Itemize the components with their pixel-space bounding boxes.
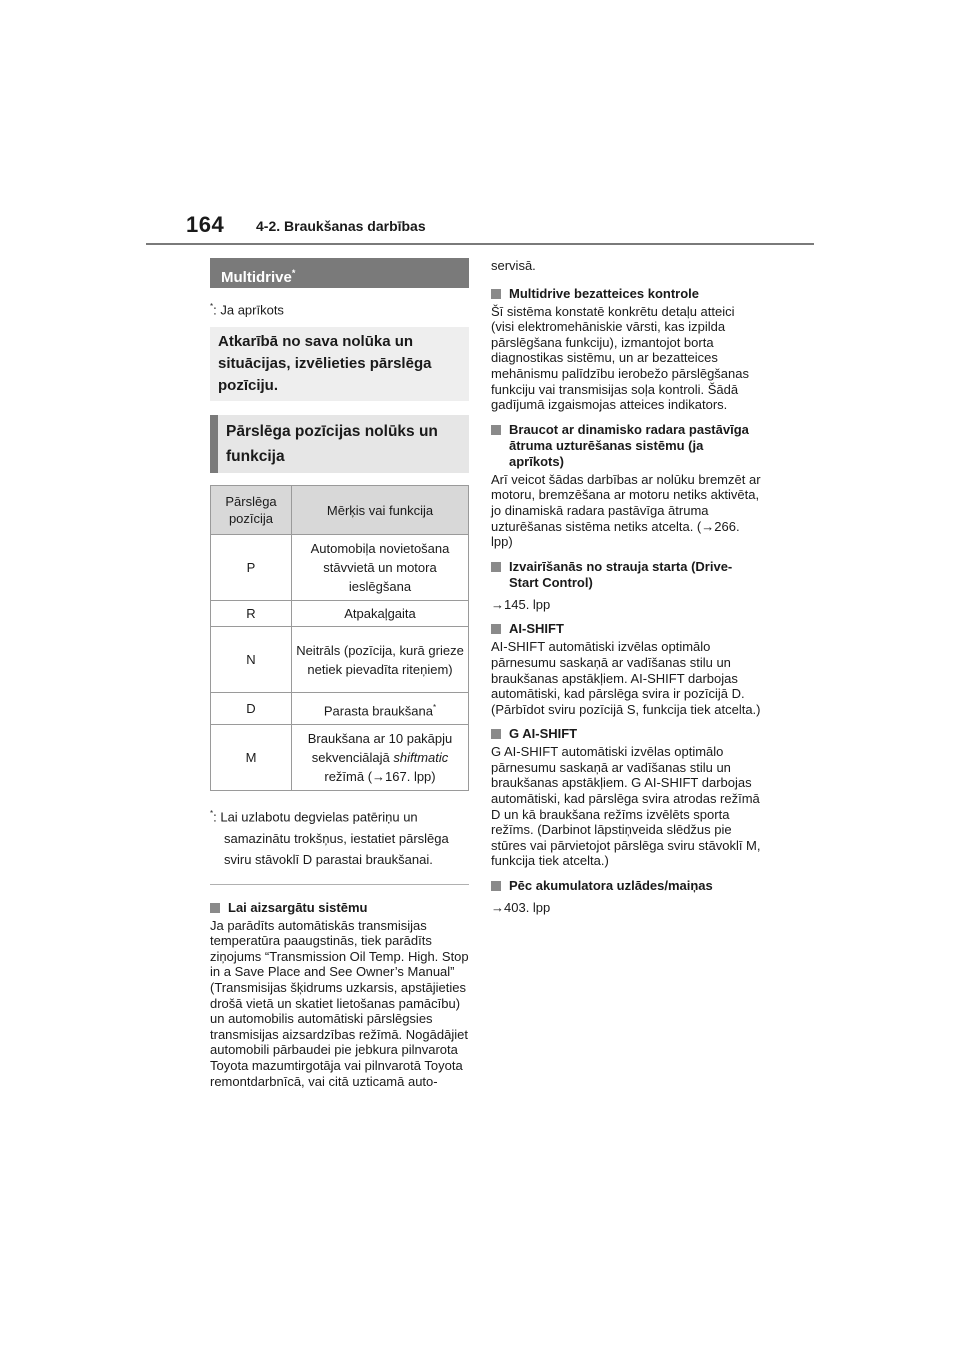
table-header-row (211, 486, 469, 535)
footnote-text: : Ja aprīkots (213, 302, 284, 318)
table-cell-position: P (211, 535, 292, 601)
availability-footnote (210, 302, 469, 317)
info-block-title: Izvairīšanās no strauja starta (Drive-Start Control) (491, 559, 761, 591)
info-block-text: →403. lpp (491, 900, 551, 916)
info-block-text: →145. lpp (491, 596, 551, 612)
function-footnote-mark: * (433, 702, 437, 712)
info-block-text: Šī sistēma konstatē konkrētu detaļu atteici (visi elektromehāniskie vārsti, kas izpilda pārslēgšana funkciju), izmantojot borta diagnostikas sistēmu, un ar bezatteices mehānismu palīdzību ierobežo pārslēgšanas funkciju vai transmisijas soļa kontroli. Šādā gadījumā izgaismojas atteices indikators. (491, 303, 749, 413)
table-cell-position: D (211, 693, 292, 725)
info-block (210, 884, 469, 1090)
square-bullet-icon (491, 562, 501, 572)
table-cell-position: N (211, 627, 292, 693)
table-row (211, 725, 469, 791)
info-block-title: Multidrive bezatteices kontrole (491, 286, 761, 302)
info-block-text: G AI-SHIFT automātiski izvēlas optimālo pārnesumu saskaņā ar vadīšanas stilu un braukšanas apstākļiem. G AI-SHIFT darbojas automātiski, kad pārslēga svira atrodas režīmā D un kā braukšana režīms izvēlēts sporta režīms. (Darbinot lāpstiņveida slēdžus pie stūres vai pārvietojot pārslēga sviru stāvoklī M, funkcija tiek atcelta.) (491, 744, 761, 869)
table-cell-function: Neitrāls (pozīcija, kurā grieze netiek pievadīta riteņiem) (292, 627, 469, 693)
info-block (491, 726, 761, 869)
banner-title: Multidrive (221, 269, 292, 286)
table-footnote-text: : Lai uzlabotu degvielas patēriņu un samazinātu trokšņus, iestatiet pārslēga sviru stāvoklī D parastai braukšanai. (213, 809, 449, 867)
info-block-text: Ja parādīts automātiskās transmisijas temperatūra paaugstinās, tiek parādīts ziņojums “Transmission Oil Temp. High. Stop in a Save Place and See Owner’s Manual” (Transmisijas šķidrums uzkarsis, apstājieties drošā vietā un skatiet lietošanas pamācību) un automobilis automātiski pārslēgsies transmisijas aizsardzības režīmā. Nogādājiet automobili pārbaudei pie jebkura pilnvarota Toyota mazumtirgotāja vai pilnvarotā Toyota remontdarbnīcā, vai citā uzticamā auto- (210, 917, 469, 1089)
info-block (491, 286, 761, 413)
continued-text: servisā. (491, 258, 536, 273)
section-banner (210, 258, 469, 288)
page-header (186, 212, 826, 246)
function-text: Parasta braukšana (323, 702, 433, 718)
table-cell-function (292, 725, 469, 791)
square-bullet-icon (491, 289, 501, 299)
table-row (211, 693, 469, 725)
square-bullet-icon (491, 624, 501, 634)
info-block-title: Pēc akumulatora uzlādes/maiņas (491, 878, 761, 894)
function-text-italic: shiftmatic (393, 750, 449, 766)
table-cell-function (292, 693, 469, 725)
table-header-function: Mērķis vai funkcija (292, 486, 469, 535)
intro-callout: Atkarībā no sava nolūka un situācijas, izvēlieties pārslēga pozīciju. (210, 327, 469, 401)
table-subheading: Pārslēga pozīcijas nolūks un funkcija (210, 415, 469, 473)
section-title: 4-2. Braukšanas darbības (256, 218, 426, 234)
page-number: 164 (186, 212, 225, 237)
info-block (491, 559, 761, 613)
info-block-title: Braucot ar dinamisko radara pastāvīga ātruma uzturēšanas sistēmu (ja aprīkots) (491, 422, 761, 470)
header-divider (146, 243, 814, 245)
table-footnote (210, 803, 469, 869)
table-footnote-mark: * (210, 809, 214, 819)
info-block-title: AI-SHIFT (491, 621, 761, 637)
info-block-text: Arī veicot šādas darbības ar nolūku bremzēt ar motoru, bremzēšana ar motoru netiks aktivēta, jo dinamiskā radara pastāvīga ātruma uzturēšanas sistēma netiks atcelta. (→266. lpp) (491, 471, 761, 550)
left-column (210, 258, 469, 1089)
table-cell-position: R (211, 601, 292, 627)
table-header-position: Pārslēga pozīcija (211, 486, 292, 535)
info-block-text: AI-SHIFT automātiski izvēlas optimālo pārnesumu saskaņā ar vadīšanas stilu un braukšanas apstākļiem. AI-SHIFT darbojas automātiski, kad pārslēga svira ir pozīcijā D. (Pārbīdot sviru pozīcijā S, funkcija tiek atcelta.) (491, 639, 761, 717)
square-bullet-icon (491, 881, 501, 891)
info-block-title: Lai aizsargātu sistēmu (210, 900, 469, 916)
info-block-title: G AI-SHIFT (491, 726, 761, 742)
table-row (211, 601, 469, 627)
table-cell-function: Automobiļa novietošana stāvvietā un motora ieslēgšana (292, 535, 469, 601)
right-column (491, 252, 761, 916)
table-cell-function: Atpakaļgaita (292, 601, 469, 627)
info-block (491, 878, 761, 916)
shift-position-table (210, 485, 469, 791)
square-bullet-icon (491, 729, 501, 739)
table-row (211, 535, 469, 601)
banner-footnote-mark: * (291, 268, 296, 278)
function-text-reference: režīmā (→167. lpp) (324, 769, 436, 785)
function-text: Braukšana ar 10 pakāpju sekvenciālajā (307, 731, 453, 766)
table-cell-position: M (211, 725, 292, 791)
footnote-mark: * (210, 302, 214, 311)
square-bullet-icon (491, 425, 501, 435)
square-bullet-icon (210, 903, 220, 913)
info-block (491, 621, 761, 717)
info-block (491, 422, 761, 550)
table-row (211, 627, 469, 693)
